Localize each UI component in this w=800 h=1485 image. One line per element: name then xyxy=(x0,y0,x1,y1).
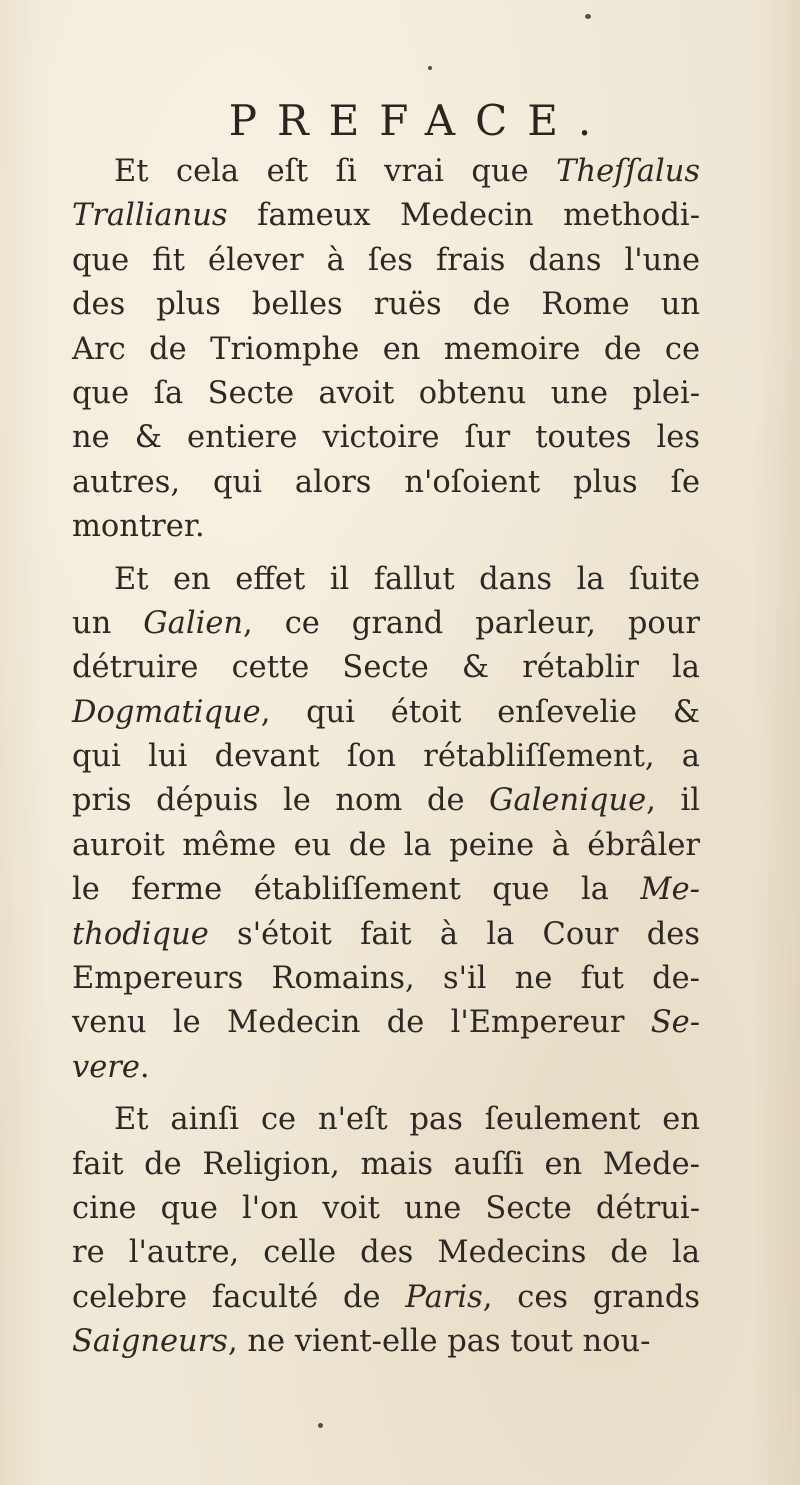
italic-term: Me- xyxy=(640,872,700,908)
text-line: Empereurs Romains, s'il ne fut de- xyxy=(72,961,700,997)
text-line: vere. xyxy=(72,1049,150,1085)
text-line: Saigneurs, ne vient-elle pas tout nou- xyxy=(72,1324,651,1360)
text-line: fait de Religion, mais auſſi en Mede- xyxy=(72,1146,700,1182)
text-line: des plus belles ruës de Rome un xyxy=(72,287,700,323)
text-line: pris dépuis le nom de Galenique, il xyxy=(72,783,700,819)
text-line: re l'autre, celle des Medecins de la xyxy=(72,1235,700,1271)
text-line: auroit même eu de la peine à ébrâler xyxy=(72,827,700,863)
italic-term: Galenique xyxy=(489,783,647,819)
text-line: Et cela eſt ſi vrai que Theſſalus xyxy=(114,154,700,189)
text-line: autres, qui alors n'oſoient plus ſe xyxy=(72,464,700,500)
text-line: thodique s'étoit fait à la Cour des xyxy=(72,916,700,952)
text-line: ne & entiere victoire ſur toutes les xyxy=(72,420,700,456)
text-line: Trallianus fameux Medecin methodi- xyxy=(72,198,700,234)
ink-speck xyxy=(585,14,591,19)
italic-term: Se- xyxy=(650,1005,700,1041)
text-line: le ferme établiſſement que la Me- xyxy=(72,872,700,908)
text-line: Arc de Triomphe en memoire de ce xyxy=(72,331,700,367)
text-line: que fit élever à ſes frais dans l'une xyxy=(72,242,700,278)
italic-term: Saigneurs xyxy=(72,1324,228,1360)
italic-term: thodique xyxy=(72,916,209,952)
preface-text xyxy=(72,150,700,1365)
paragraph xyxy=(72,1098,700,1364)
text-line: Et en effet il fallut dans la ſuite xyxy=(114,561,700,597)
ink-speck xyxy=(318,1423,323,1428)
text-line: montrer. xyxy=(72,509,205,545)
ink-speck xyxy=(428,66,432,70)
text-line: un Galien, ce grand parleur, pour xyxy=(72,605,700,641)
text-line: Et ainſi ce n'eſt pas ſeulement en xyxy=(114,1102,700,1138)
text-line: cine que l'on voit une Secte détrui- xyxy=(72,1190,700,1226)
italic-term: Paris xyxy=(405,1279,483,1315)
italic-term: Dogmatique xyxy=(72,694,261,730)
italic-term: Theſſalus xyxy=(556,154,700,189)
italic-term: vere xyxy=(72,1049,140,1085)
text-line: Dogmatique, qui étoit enſevelie & xyxy=(72,694,700,730)
text-line: venu le Medecin de l'Empereur Se- xyxy=(72,1005,700,1041)
text-line: qui lui devant ſon rétabliſſement, a xyxy=(72,739,700,775)
paragraph xyxy=(72,150,700,550)
text-line: celebre faculté de Paris, ces grands xyxy=(72,1279,700,1315)
text-line: que ſa Secte avoit obtenu une plei- xyxy=(72,375,700,411)
italic-term: Galien xyxy=(143,605,244,641)
italic-term: Trallianus xyxy=(72,198,228,234)
running-header: PREFACE. xyxy=(228,96,612,145)
paragraph xyxy=(72,558,700,1091)
text-line: détruire cette Secte & rétablir la xyxy=(72,650,700,686)
